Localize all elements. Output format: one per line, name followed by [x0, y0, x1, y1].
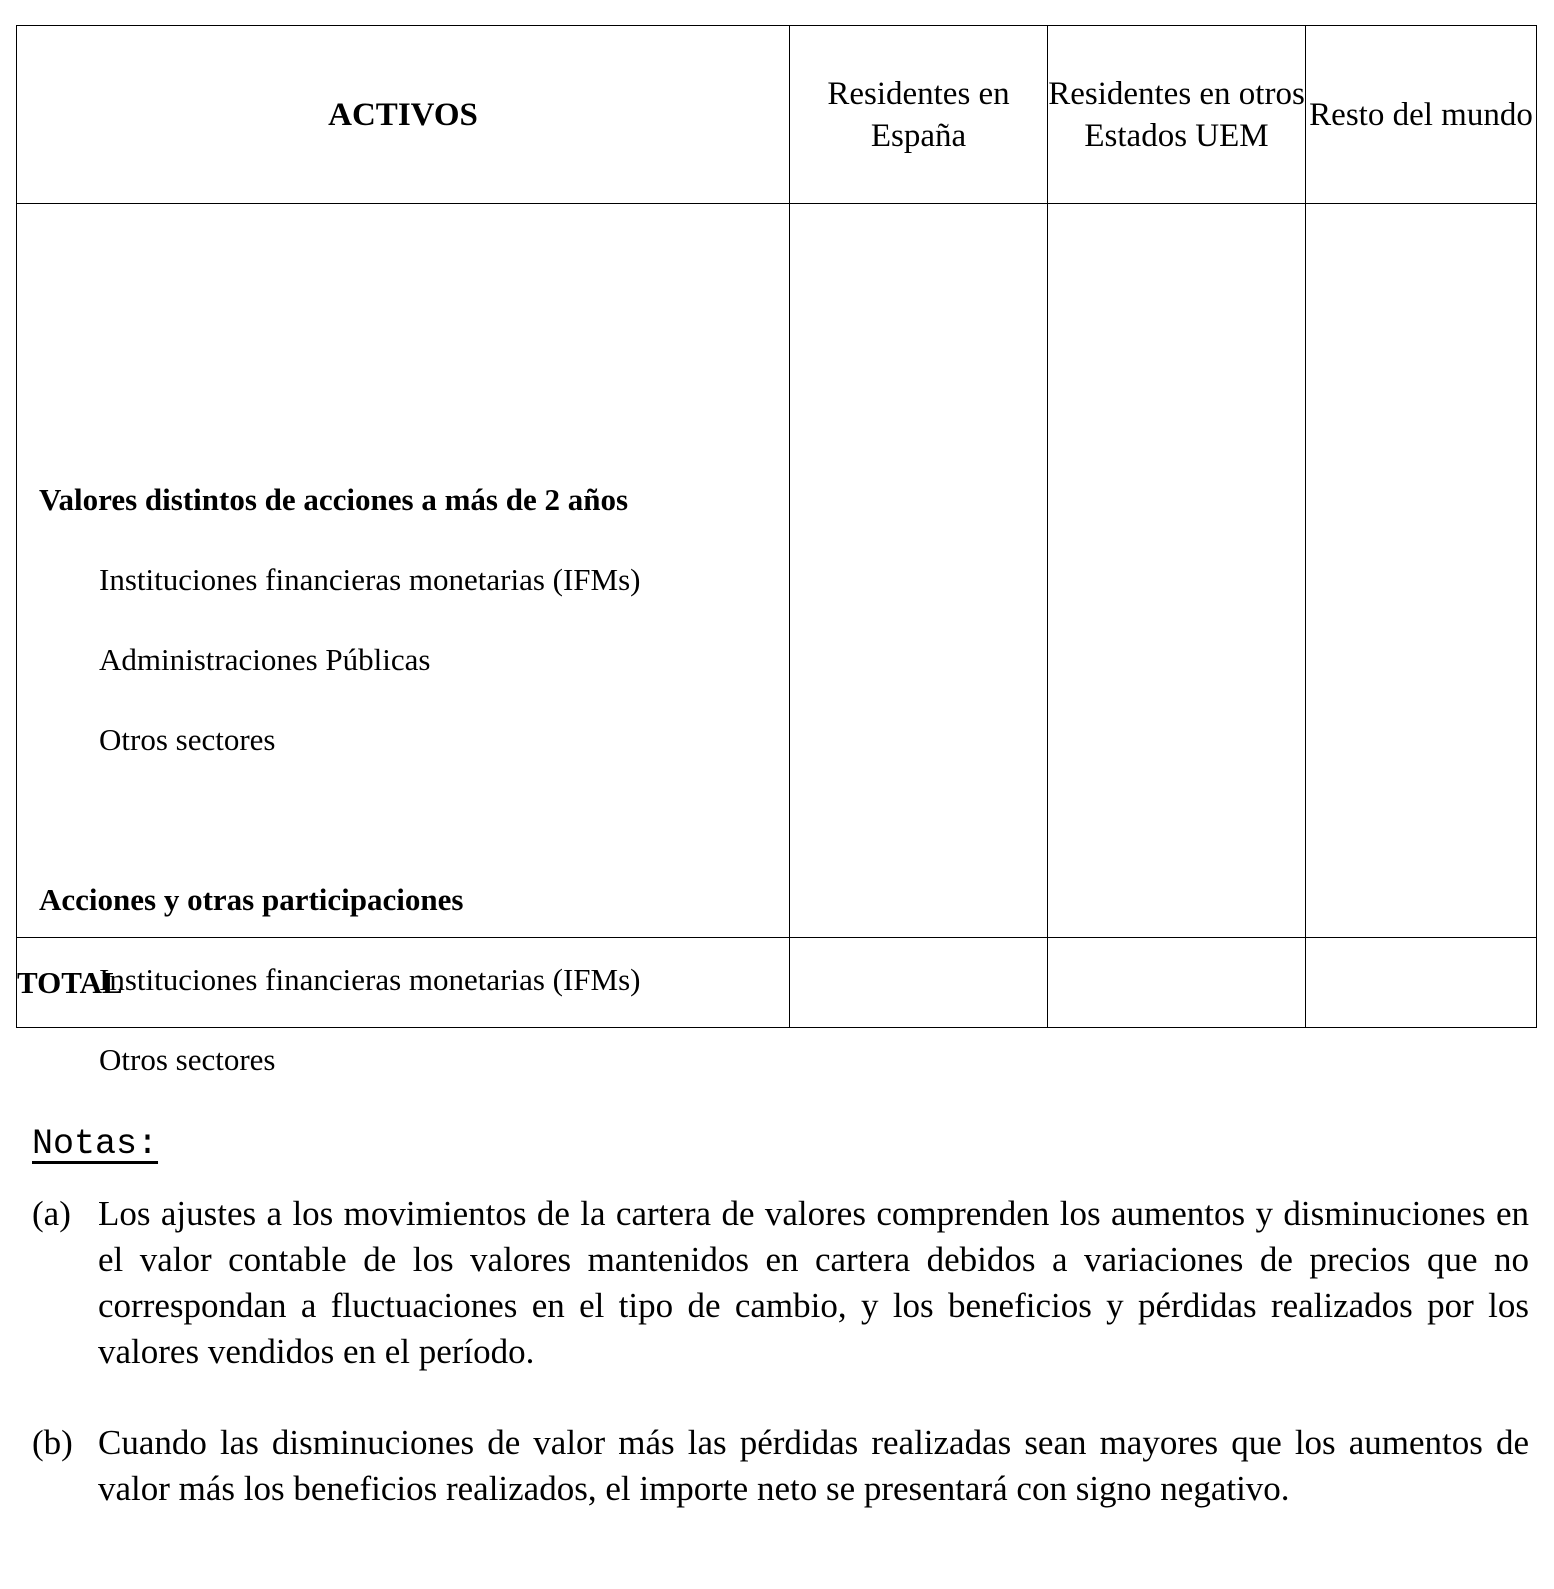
- section-title-acciones: Acciones y otras participaciones: [39, 882, 464, 917]
- note-b: [32, 1420, 1529, 1512]
- value-cell: [1306, 204, 1537, 938]
- row-label: Otros sectores: [99, 1042, 276, 1077]
- header-resto-mundo: Resto del mundo: [1306, 26, 1537, 204]
- note-mark: (a): [32, 1194, 71, 1233]
- row-label: Administraciones Públicas: [99, 642, 431, 677]
- total-label: TOTAL: [17, 938, 790, 1028]
- body-row: [17, 204, 1537, 938]
- notes-title: Notas:: [32, 1124, 159, 1164]
- header-row: [17, 26, 1537, 204]
- value-cell: [790, 204, 1048, 938]
- row-label: Instituciones financieras monetarias (IFMs): [99, 562, 641, 597]
- value-cell: [1048, 204, 1306, 938]
- section-title-valores: Valores distintos de acciones a más de 2 años: [39, 482, 629, 517]
- assets-table: [16, 25, 1537, 1077]
- row-label: Otros sectores: [99, 722, 276, 757]
- header-residentes-uem: Residentes en otros Estados UEM: [1048, 26, 1306, 204]
- total-cell: [1306, 938, 1537, 1028]
- note-text: Cuando las disminuciones de valor más las pérdidas realizadas sean mayores que los aumentos de valor más los beneficios realizados, el importe neto se presentará con signo negativo.: [98, 1423, 1529, 1508]
- note-text: Los ajustes a los movimientos de la cartera de valores comprenden los aumentos y disminuciones en el valor contable de los valores mantenidos en cartera debidos a variaciones de precios que no correspondan a fluctuaciones en el tipo de cambio, y los beneficios y pérdidas realizados por los valores vendidos en el período.: [98, 1194, 1529, 1371]
- note-a: [32, 1191, 1529, 1375]
- header-activos: ACTIVOS: [17, 26, 790, 204]
- total-cell: [1048, 938, 1306, 1028]
- note-mark: (b): [32, 1423, 73, 1462]
- header-residentes-espana: Residentes en España: [790, 26, 1048, 204]
- row-label: Instituciones financieras monetarias (IFMs): [99, 962, 641, 997]
- total-cell: [790, 938, 1048, 1028]
